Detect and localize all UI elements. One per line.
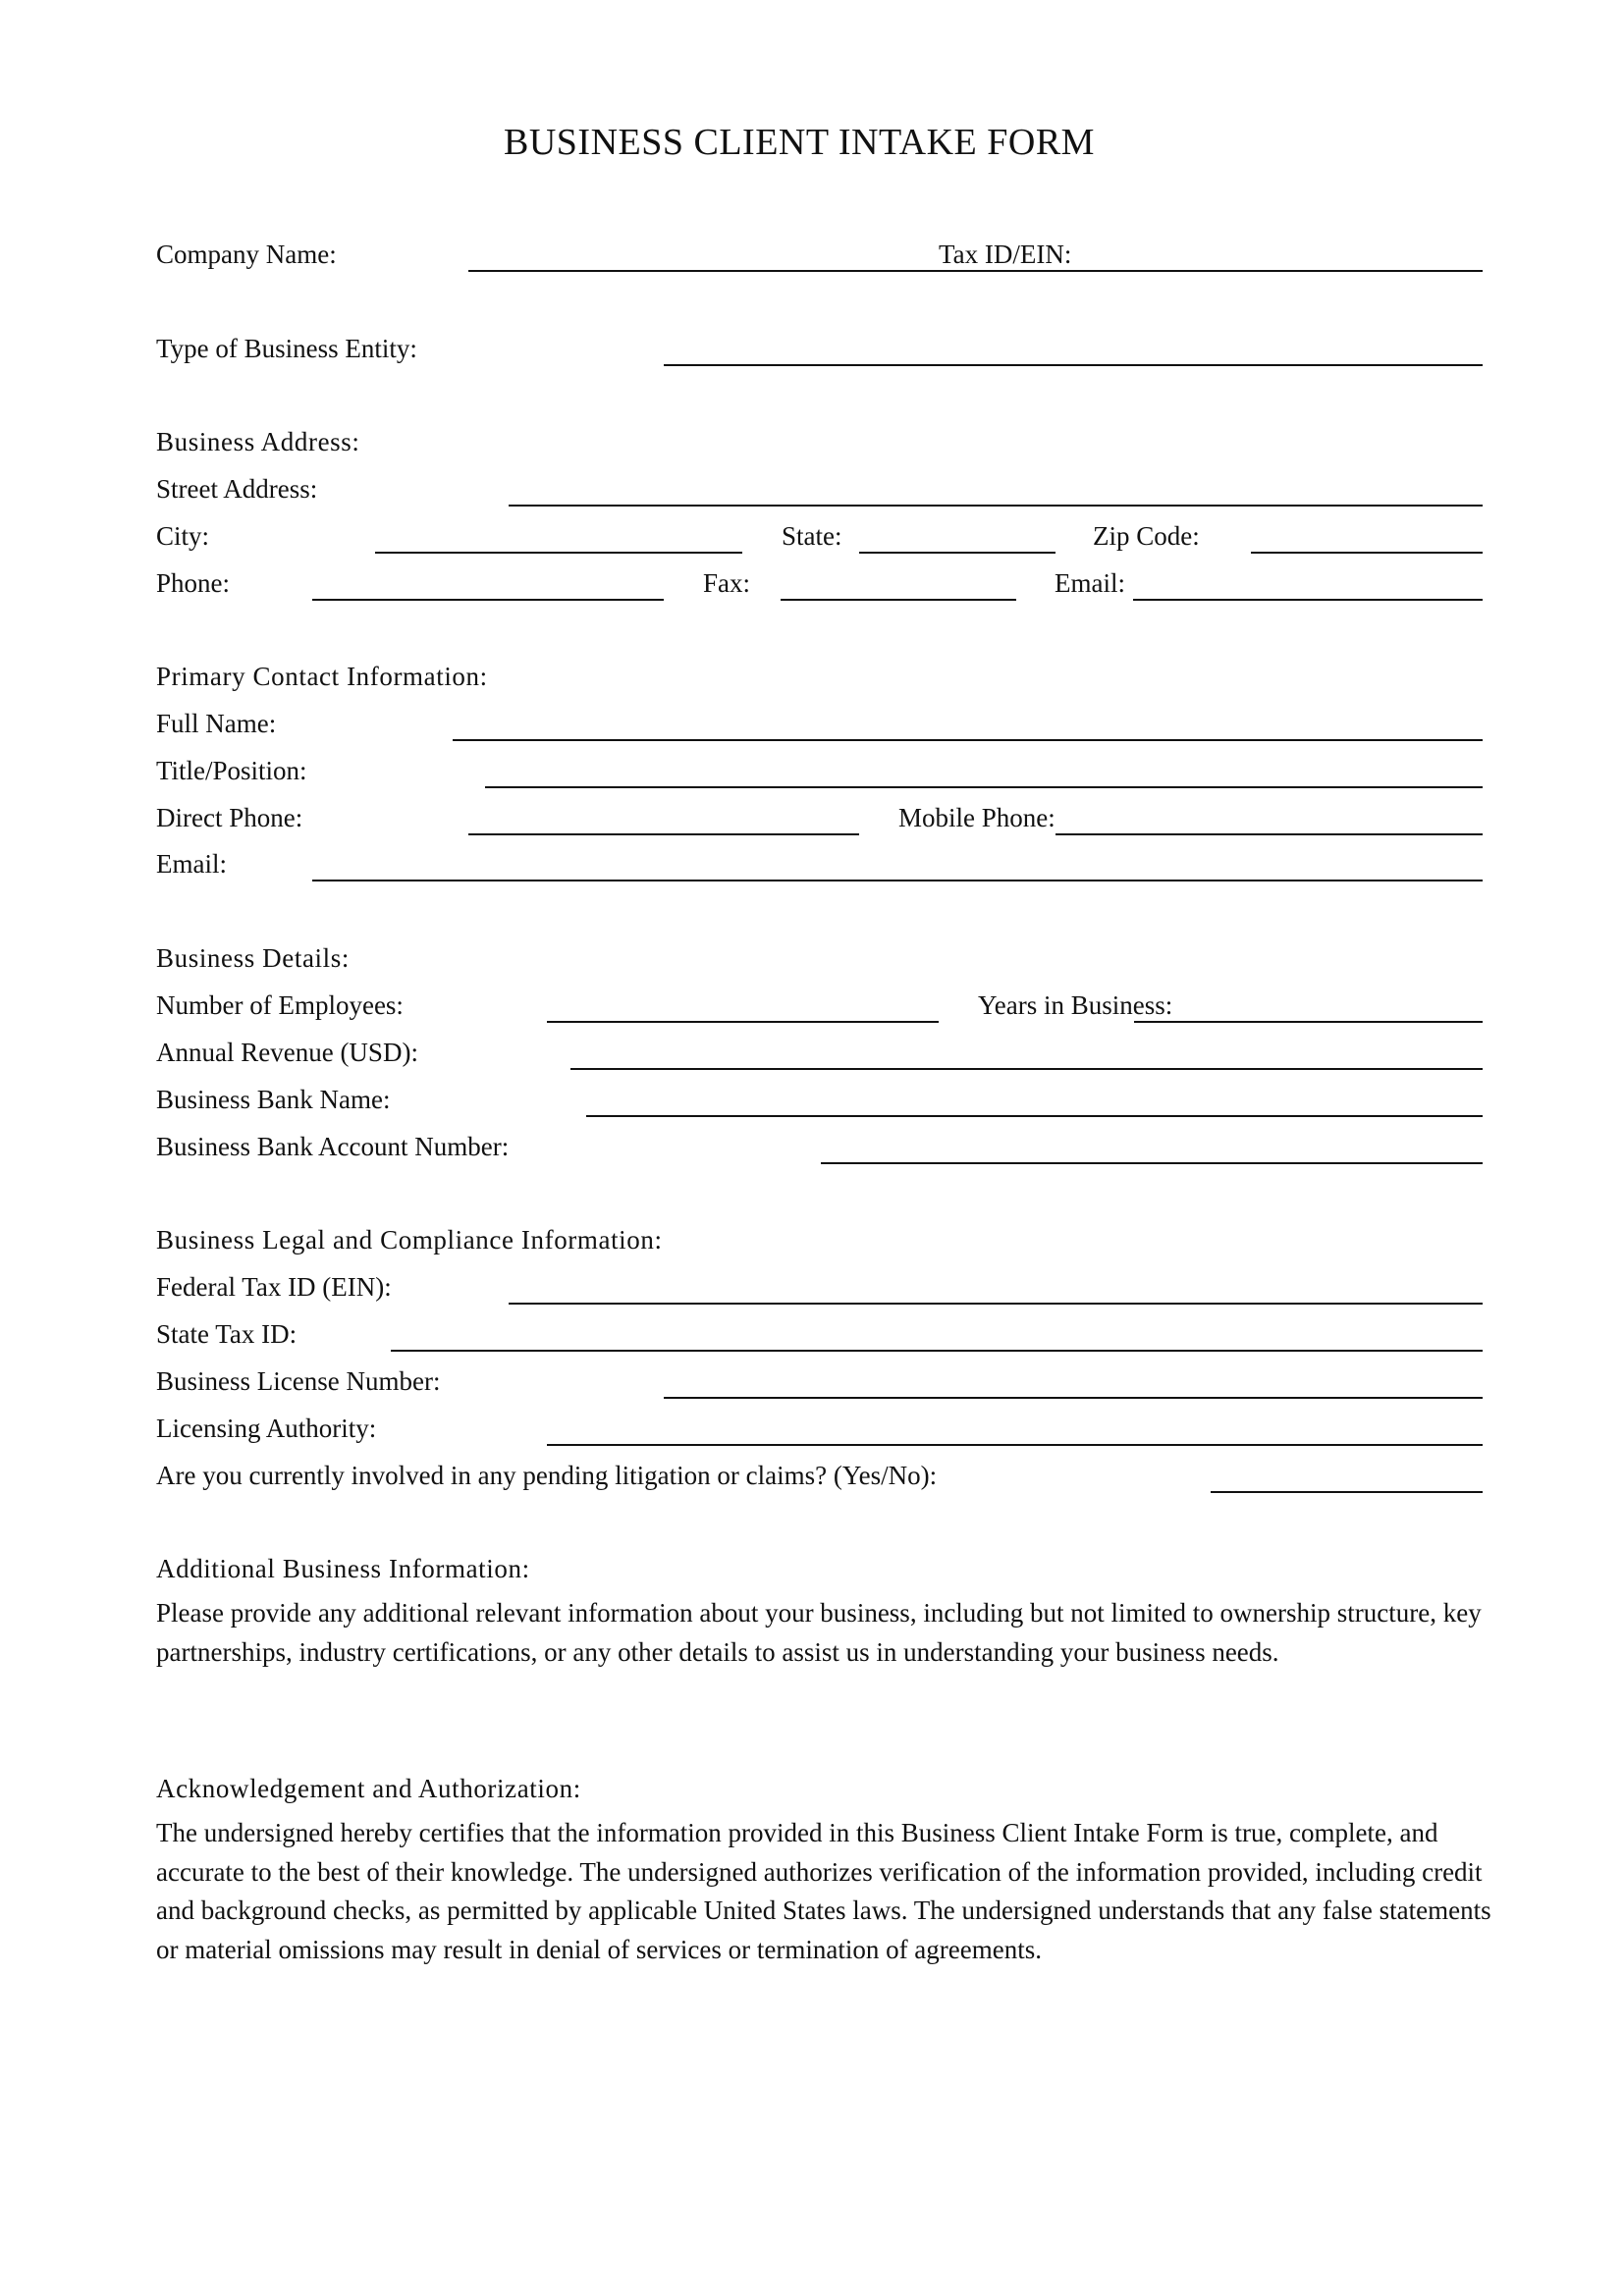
state-label: State: (782, 521, 842, 551)
mobile-phone-field[interactable] (1056, 833, 1483, 835)
years-in-business-label: Years in Business: (978, 990, 1173, 1020)
contact-email-field[interactable] (312, 880, 1483, 881)
additional-info-text: Please provide any additional relevant information about your business, including but not limited to ownership structure, key partnerships, industry certifications, or any other details to assist us in understanding your business needs. (156, 1598, 1482, 1667)
company-name-label: Company Name: (156, 240, 337, 269)
form-title: BUSINESS CLIENT INTAKE FORM (504, 122, 1095, 163)
annual-revenue-field[interactable] (570, 1068, 1483, 1070)
fax-label: Fax: (703, 568, 751, 598)
zip-code-label: Zip Code: (1093, 521, 1200, 551)
direct-phone-label: Direct Phone: (156, 803, 303, 832)
mobile-phone-label: Mobile Phone: (898, 803, 1056, 832)
state-tax-id-field[interactable] (391, 1350, 1483, 1352)
street-address-label: Street Address: (156, 474, 318, 504)
additional-info-heading: Additional Business Information: (156, 1554, 530, 1583)
business-address-heading: Business Address: (156, 427, 360, 456)
title-position-label: Title/Position: (156, 756, 307, 785)
full-name-field[interactable] (453, 739, 1483, 741)
state-field[interactable] (859, 552, 1056, 554)
direct-phone-field[interactable] (468, 833, 859, 835)
licensing-authority-field[interactable] (547, 1444, 1483, 1446)
bank-name-label: Business Bank Name: (156, 1085, 391, 1114)
license-number-field[interactable] (664, 1397, 1483, 1399)
contact-email-label: Email: (156, 849, 227, 879)
street-address-field[interactable] (509, 505, 1483, 507)
acknowledgement-text: The undersigned hereby certifies that the information provided in this Business Client Intake Form is true, complete, and accurate to the best of their knowledge. The undersigned authorizes verification of the information provided, including credit and background checks, as permitted by applicable United States laws. The undersigned understands that any false statements or material omissions may result in denial of services or termination of agreements. (156, 1818, 1491, 1964)
primary-contact-heading: Primary Contact Information: (156, 662, 488, 691)
annual-revenue-label: Annual Revenue (USD): (156, 1038, 418, 1067)
full-name-label: Full Name: (156, 709, 277, 738)
federal-tax-id-field[interactable] (509, 1303, 1483, 1305)
title-position-field[interactable] (485, 786, 1483, 788)
city-label: City: (156, 521, 210, 551)
bank-name-field[interactable] (586, 1115, 1483, 1117)
entity-type-label: Type of Business Entity: (156, 334, 417, 363)
years-in-business-field[interactable] (1134, 1021, 1483, 1023)
litigation-label: Are you currently involved in any pending litigation or claims? (Yes/No): (156, 1461, 938, 1490)
company-name-field[interactable] (468, 270, 1483, 272)
licensing-authority-label: Licensing Authority: (156, 1414, 377, 1443)
legal-compliance-heading: Business Legal and Compliance Information: (156, 1225, 663, 1255)
tax-id-label: Tax ID/EIN: (939, 240, 1072, 269)
state-tax-id-label: State Tax ID: (156, 1319, 298, 1349)
license-number-label: Business License Number: (156, 1366, 441, 1396)
entity-type-field[interactable] (664, 364, 1483, 366)
employees-field[interactable] (547, 1021, 939, 1023)
fax-field[interactable] (781, 599, 1016, 601)
bank-account-label: Business Bank Account Number: (156, 1132, 510, 1161)
phone-label: Phone: (156, 568, 231, 598)
acknowledgement-heading: Acknowledgement and Authorization: (156, 1774, 581, 1803)
email-label: Email: (1055, 568, 1125, 598)
phone-field[interactable] (312, 599, 664, 601)
litigation-field[interactable] (1211, 1491, 1483, 1493)
email-field[interactable] (1133, 599, 1483, 601)
city-field[interactable] (375, 552, 742, 554)
zip-code-field[interactable] (1251, 552, 1483, 554)
business-details-heading: Business Details: (156, 943, 350, 973)
bank-account-field[interactable] (821, 1162, 1483, 1164)
employees-label: Number of Employees: (156, 990, 404, 1020)
federal-tax-id-label: Federal Tax ID (EIN): (156, 1272, 392, 1302)
